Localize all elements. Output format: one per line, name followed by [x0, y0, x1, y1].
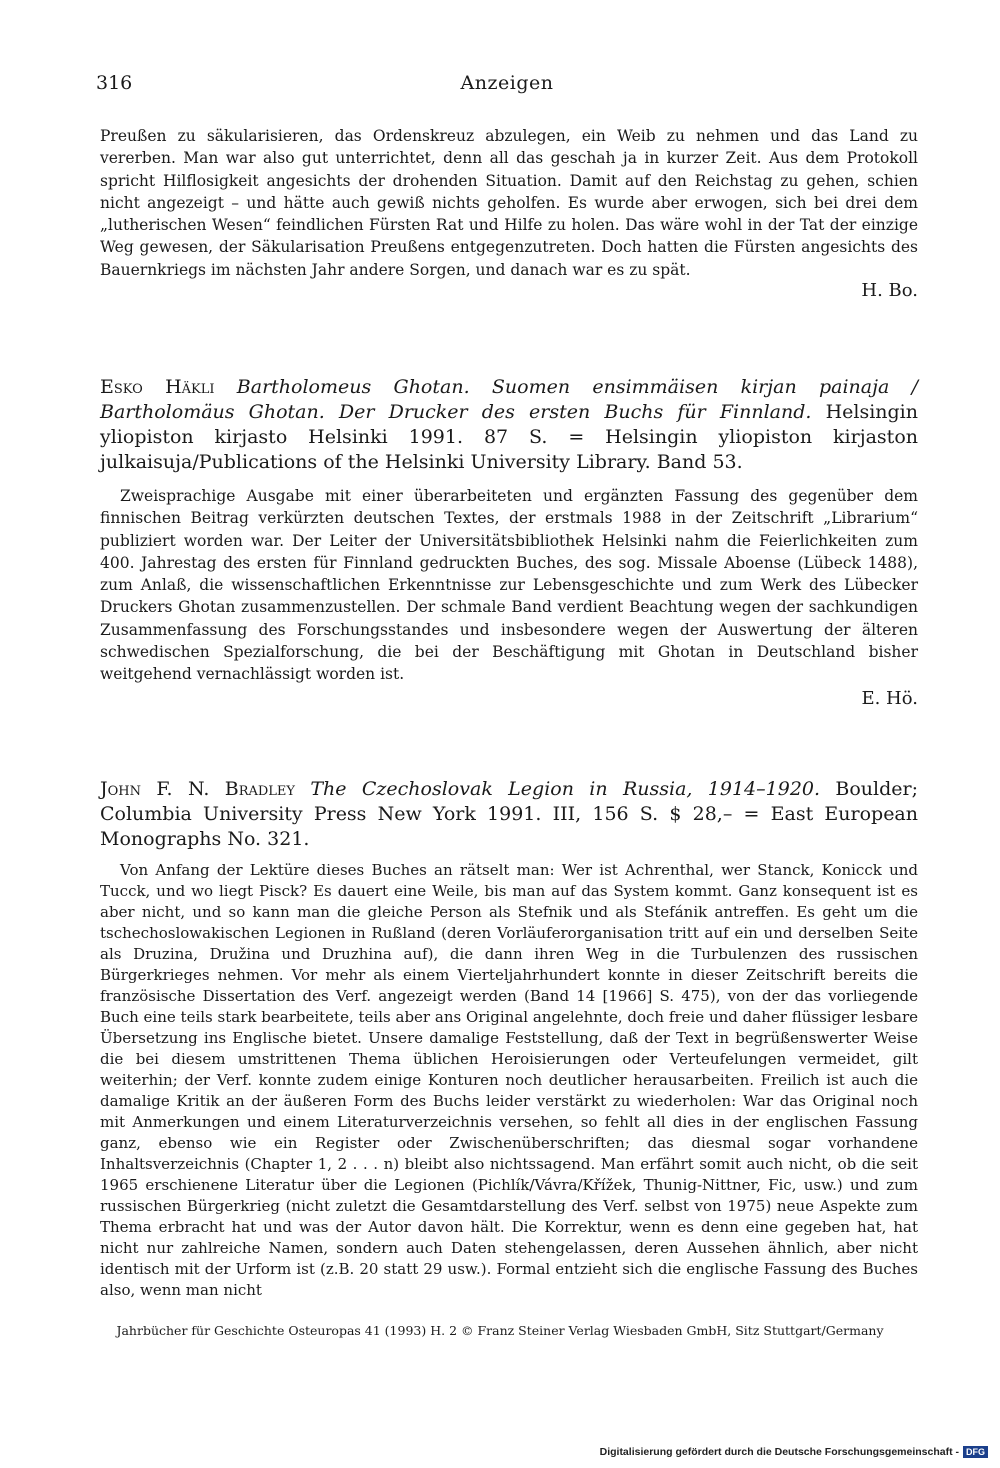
review2-paragraph: Zweisprachige Ausgabe mit einer überarbeiteten und ergänzten Fassung des gegenüber dem finnischen Beitrag verkürzten deutschen Textes, der erstmals 1988 in der Zeitschrift „Librarium“ publiziert worden war. Der Leiter der Universitätsbibliothek Helsinki nahm die Feierlichkeiten zum 400. Jahrestag des ersten für Finnland gedruckten Buches, des sog. Missale Aboense (Lübeck 1488), zum Anlaß, die wissenschaftlichen Erkenntnisse zur Lebensgeschichte und zum Werk des Lübecker Druckers Ghotan zusammenzustellen. Der schmale Band verdient Beachtung wegen der sachkundigen Zusammenfassung des Forschungsstandes und insbesondere wegen der Auswertung der älteren schwedischen Spezialforschung, die bei der Beschäftigung mit Ghotan in Deutschland bisher weitgehend vernachlässigt worden ist.	[100, 487, 918, 684]
running-head: Anzeigen	[460, 72, 554, 94]
review2-publication: Helsingin yliopiston kirjasto Helsinki 1991. 87 S. = Helsingin yliopiston kirjaston julkaisuja/Publications of the Helsinki University Library. Band 53.	[100, 401, 918, 473]
review1-paragraph: Preußen zu säkularisieren, das Ordenskreuz abzulegen, ein Weib zu nehmen und das Land zu vererben. Man war also gut unterrichtet, denn all das geschah ja in kurzer Zeit. Aus dem Protokoll spricht Hilflosigkeit angesichts der drohenden Situation. Damit auf den Reichstag zu gehen, schien nicht angezeigt – und hätte auch gewiß nichts geholfen. Es wurde aber erwogen, sich bei drei dem „lutherischen Wesen“ feindlichen Fürsten Rat und Hilfe zu holen. Das wäre wohl in der Tat der einzige Weg gewesen, der Säkularisation Preußens entgegenzutreten. Doch hatten die Fürsten angesichts des Bauernkriegs im nächsten Jahr andere Sorgen, und danach war es zu spät.	[100, 127, 918, 279]
review1-signature: H. Bo.	[861, 280, 918, 301]
review3-header	[100, 777, 918, 852]
journal-citation: Jahrbücher für Geschichte Osteuropas 41 (1993) H. 2 © Franz Steiner Verlag Wiesbaden GmbH, Sitz Stuttgart/Germany	[116, 1323, 884, 1338]
page-number: 316	[96, 72, 133, 94]
review3-author: John F. N. Bradley	[100, 778, 296, 800]
review2-header	[100, 375, 918, 475]
review2-author: Esko Häkli	[100, 376, 215, 398]
review3-publication: Boulder; Columbia University Press New York 1991. III, 156 S. $ 28,– = East European Monographs No. 321.	[100, 778, 919, 850]
digitization-banner	[600, 1446, 988, 1458]
review2-signature: E. Hö.	[861, 688, 918, 709]
digitization-note: Digitalisierung gefördert durch die Deutsche Forschungsgemeinschaft -	[599, 1446, 959, 1458]
dfg-logo-icon: DFG	[963, 1446, 988, 1458]
review3-title: The Czechoslovak Legion in Russia, 1914–1920.	[310, 778, 821, 800]
review3-paragraph: Von Anfang der Lektüre dieses Buches an rätselt man: Wer ist Achrenthal, wer Stanck, Konicck und Tucck, und wo liegt Pisck? Es dauert eine Weile, bis man auf das System kommt. Ganz konsequent ist es aber nicht, und so kann man die gleiche Person als Stefnik und als Stefánik antreffen. Es geht um die tschechoslowakischen Legionen in Rußland (deren Vorläuferorganisation tritt auf ein und derselben Seite als Druzina, Družina und Druzhina auf), die dann ihren Weg in die Turbulenzen des russischen Bürgerkrieges nehmen. Vor mehr als einem Vierteljahrhundert konnte in dieser Zeitschrift bereits die französische Dissertation des Verf. angezeigt werden (Band 14 [1966] S. 475), von der das vorliegende Buch eine teils stark bearbeitete, teils aber ans Original angelehnte, doch freie und daher flüssiger lesbare Übersetzung ins Englische bietet. Unsere damalige Feststellung, daß der Text in begrüßenswerter Weise die bei diesem umstrittenen Thema üblichen Heroisierungen oder Verteufelungen vermeidet, gilt weiterhin; der Verf. konnte zudem einige Konturen noch deutlicher herausarbeiten. Freilich ist auch die damalige Kritik an der äußeren Form des Buchs leider verstärkt zu wiederholen: War das Original noch mit Anmerkungen und einem Literaturverzeichnis versehen, so fehlt all dies in der englischen Fassung ganz, ebenso wie ein Register oder Zwischenüberschriften; das diesmal sogar vorhandene Inhaltsverzeichnis (Chapter 1, 2 . . . n) bleibt also nichtssagend. Man erfährt somit auch nicht, ob die seit 1965 erschienene Literatur über die Legionen (Pichlík/Vávra/Křížek, Thunig-Nittner, Fic, usw.) und zum russischen Bürgerkrieg (nicht zuletzt die Gesamtdarstellung des Verf. selbst von 1975) neue Aspekte zum Thema erbracht hat und was der Autor davon hält. Die Korrektur, wenn es denn eine gegeben hat, hat nicht nur zahlreiche Namen, sondern auch Daten stehengelassen, deren Aussehen ähnlich, aber nicht identisch mit der Urform ist (z.B. 20 statt 29 usw.). Formal entzieht sich die englische Fassung des Buches also, wenn man nicht	[100, 861, 918, 1299]
review2-title: Bartholomeus Ghotan. Suomen ensimmäisen kirjan painaja / Bartholomäus Ghotan. Der Drucker des ersten Buchs für Finnland.	[100, 376, 919, 423]
page-header	[96, 72, 918, 102]
